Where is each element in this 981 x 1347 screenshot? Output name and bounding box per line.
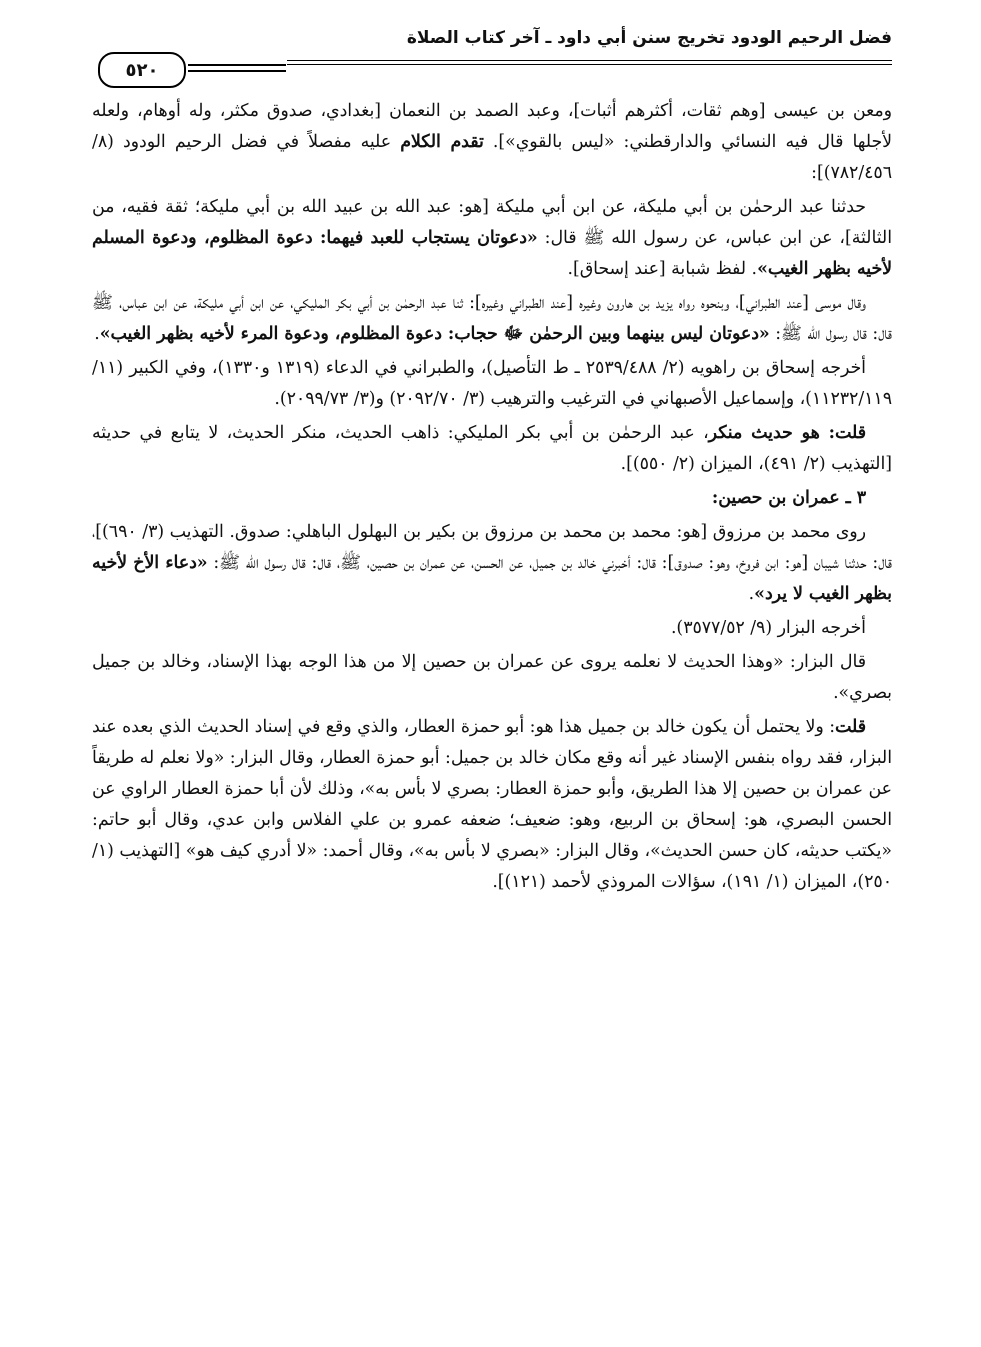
text-run: قال البزار: «وهذا الحديث لا نعلمه يروى عن عمران بن حصين إلا من هذا الوجه بهذا الإسناد، وخالد بن جميل بصري». — [92, 652, 892, 703]
page-body — [92, 96, 892, 901]
section-heading — [92, 483, 892, 514]
text-run: روى محمد بن مرزوق [هو: محمد بن محمد بن مرزوق بن بكير بن البهلول الباهلي: صدوق. التهذيب (٣/ ٦٩٠)]، قال: حدثنا شيبان [هو: ابن فروخ، وهو: صدوق]: قال: أخبرني خالد بن جميل، عن الحسن، عن عمران بن حصين، ﷺ، قال: قال رسول الله ﷺ: — [92, 522, 893, 573]
paragraph — [92, 192, 892, 285]
text-run: أخرجه البزار (٩/ ٣٥٧٧/٥٢). — [670, 618, 866, 638]
paragraph — [92, 96, 892, 189]
page-header — [92, 22, 892, 92]
bold-text: قلت — [835, 717, 866, 737]
running-title: فضل الرحيم الودود تخريج سنن أبي داود ـ آخر كتاب الصلاة — [406, 28, 892, 48]
page-number: ٥٢٠ — [98, 52, 186, 88]
paragraph — [92, 418, 892, 480]
text-run: : ولا يحتمل أن يكون خالد بن جميل هذا هو: أبو حمزة العطار، والذي وقع في إسناد الحديث الذي بعده عند البزار، فقد رواه بنفس الإسناد غير أنه وقع مكان خالد بن جميل: أبو حمزة العطار، وقال البزار: «ولا نعلم له طريقاً عن عمران بن حصين إلا هذا الطريق، وأبو حمزة العطار: بصري لا بأس به»، وذلك لأن أبا حمزة العطار الراوي عن الحسن البصري، هو: إسحاق بن الربيع، وهو: ضعيف؛ ضعفه عمرو بن علي الفلاس وابن عدي، وقال أبو حاتم: «يكتب حديثه، كان حسن الحديث»، وقال البزار: «بصري لا بأس به»، وقال أحمد: «لا أدري كيف هو» [التهذيب (١/ ٢٥٠)، الميزان (١/ ١٩١)، سؤالات المروذي لأحمد (١٢١)]. — [92, 717, 892, 892]
paragraph — [92, 712, 892, 898]
text-run: حدثنا عبد الرحمٰن بن أبي مليكة، عن ابن أبي مليكة [هو: عبد الله بن عبيد الله بن أبي مليكة؛ ثقة فقيه، من الثالثة]، عن ابن عباس، عن رسول الله ﷺ قال: — [92, 197, 892, 248]
page-number-ornament — [92, 52, 287, 86]
paragraph — [92, 613, 892, 644]
text-run: أخرجه إسحاق بن راهويه (٢/ ٢٥٣٩/٤٨٨ ـ ط التأصيل)، والطبراني في الدعاء (١٣١٩ و١٣٣٠)، وفي الكبير (١١/ ١١٢٣٢/١١٩)، وإسماعيل الأصبهاني في الترغيب والترهيب (٣/ ٢٠٩٢/٧٠) و(٣/ ٢٠٩٩/٧٣). — [92, 358, 892, 409]
bold-text: «دعوتان يستجاب للعبد فيهما: دعوة المظلوم، ودعوة المسلم لأخيه بظهر الغيب» — [92, 228, 892, 279]
bold-text: «دعوتان ليس بينهما وبين الرحمٰن ﷻ حجاب: دعوة المظلوم، ودعوة المرء لأخيه بظهر الغيب» — [99, 324, 770, 344]
text-run: . — [94, 324, 100, 344]
paragraph — [92, 517, 892, 610]
text-run: وقال موسى [عند الطبراني]، وبنحوه رواه يزيد بن هارون وغيره [عند الطبراني وغيره]: ثنا عبد الرحمٰن بن أبي بكر المليكي، عن ابن أبي مليكة، عن ابن عباس، ﷺ قال: قال رسول الله ﷺ: — [92, 293, 892, 344]
bold-text: تقدم الكلام — [400, 132, 484, 152]
paragraph — [92, 353, 892, 415]
ornament-lines — [188, 64, 286, 72]
text-run: ومعن بن عيسى [وهم ثقات، أكثرهم أثبات]، وعبد الصمد بن النعمان [بغدادي، صدوق مكثر، وله أوهام، ولعله لأجلها قال فيه النسائي والدارقطني: «ليس بالقوي»]. — [92, 101, 893, 152]
bold-text: ٣ ـ عمران بن حصين: — [711, 488, 866, 508]
paragraph — [92, 288, 892, 350]
text-run: عليه مفصلاً في فضل الرحيم الودود (٨/ ٧٨٢/٤٥٦)]: — [92, 132, 892, 183]
bold-text: قلت: هو حديث منكر — [708, 423, 866, 443]
text-run: . — [748, 584, 755, 604]
text-run: . لفظ شبابة [عند إسحاق]. — [567, 259, 758, 279]
text-run: ، عبد الرحمٰن بن أبي بكر المليكي: ذاهب الحديث، منكر الحديث، لا يتابع في حديثه [التهذيب (٢/ ٤٩١)، الميزان (٢/ ٥٥٠)]. — [92, 423, 892, 474]
paragraph — [92, 647, 892, 709]
bold-text: «دعاء الأخ لأخيه بظهر الغيب لا يرد» — [92, 553, 892, 604]
